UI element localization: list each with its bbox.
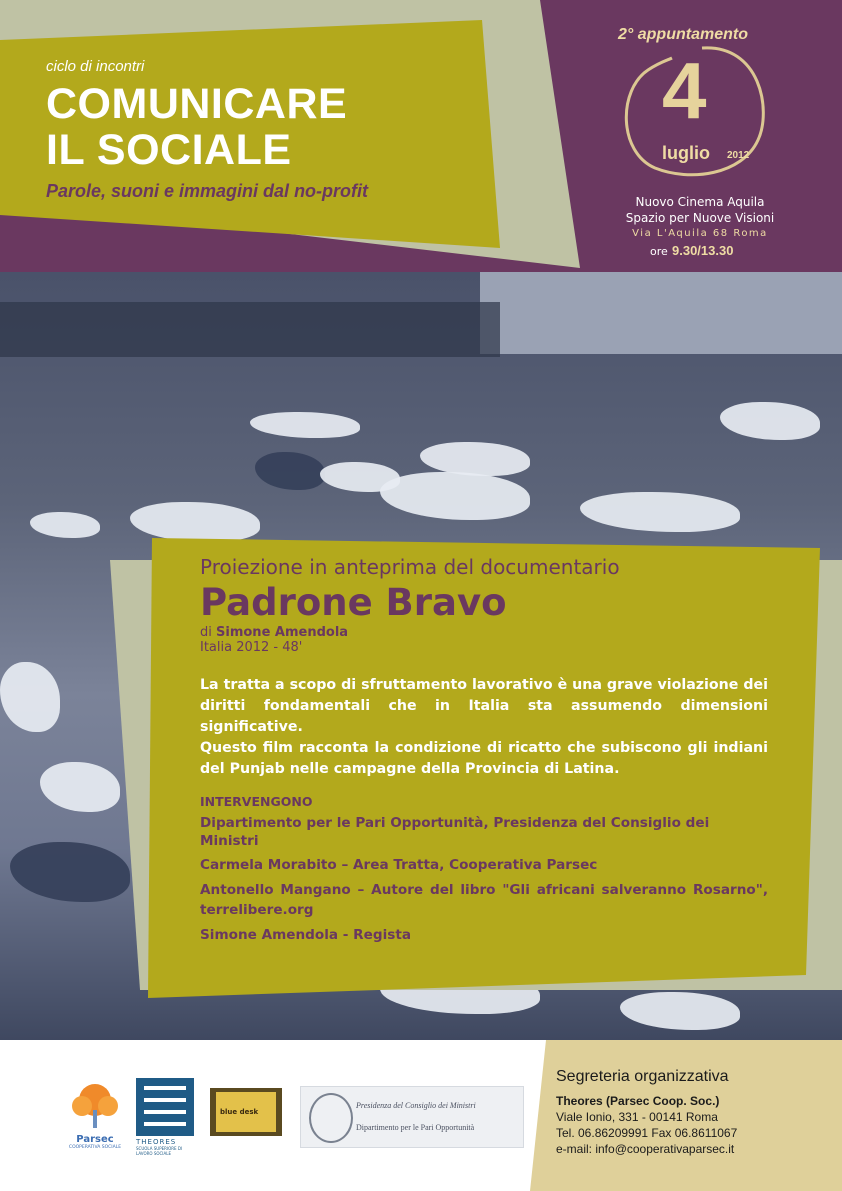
title-line-2: IL SOCIALE bbox=[46, 126, 292, 174]
date-year: 2012 bbox=[727, 150, 750, 161]
title-line-1: COMUNICARE bbox=[46, 80, 348, 128]
card-intro: Proiezione in anteprima del documentario bbox=[200, 555, 620, 579]
theores-name: THEORES bbox=[136, 1138, 177, 1146]
gov-line-1: Presidenza del Consiglio dei Ministri bbox=[356, 1101, 476, 1110]
photo-shadow bbox=[0, 302, 500, 357]
subtitle: Parole, suoni e immagini dal no-profit bbox=[46, 181, 369, 201]
parsec-tree-icon bbox=[60, 1080, 130, 1130]
contact-org: Theores bbox=[556, 1094, 603, 1108]
speakers-heading: INTERVENGONO bbox=[200, 794, 313, 809]
parsec-name: Parsec bbox=[76, 1134, 114, 1145]
director-prefix: di bbox=[200, 625, 212, 640]
gov-logo bbox=[300, 1086, 524, 1148]
speaker-item: Carmela Morabito – Area Tratta, Cooperativa Parsec bbox=[200, 857, 598, 873]
film-title: Padrone Bravo bbox=[200, 581, 507, 624]
speaker-item: Antonello Mangano – Autore del libro "Gli africani salveranno Rosarno", terrelibere.org bbox=[200, 882, 768, 918]
speaker-item: Simone Amendola - Regista bbox=[200, 927, 412, 943]
theores-mark-icon bbox=[136, 1078, 194, 1136]
gov-line-2: Dipartimento per le Pari Opportunità bbox=[356, 1123, 475, 1132]
speaker-item: Dipartimento per le Pari Opportunità, Presidenza del Consiglio dei Ministri bbox=[200, 815, 710, 849]
bluedesk-logo bbox=[210, 1088, 282, 1136]
cloth bbox=[250, 412, 360, 438]
cloth bbox=[420, 442, 530, 476]
bluedesk-name: blue desk bbox=[220, 1108, 259, 1116]
event-card bbox=[200, 555, 768, 944]
venue-tagline: Spazio per Nuove Visioni bbox=[625, 211, 775, 225]
date-day: 4 bbox=[662, 46, 707, 135]
film-info: Italia 2012 - 48' bbox=[200, 640, 303, 655]
director-name: Simone Amendola bbox=[216, 625, 349, 640]
parsec-subtitle: COOPERATIVA SOCIALE bbox=[68, 1145, 122, 1150]
contact-email: e-mail: info@cooperativaparsec.it bbox=[556, 1142, 735, 1156]
theores-subtitle: SCUOLA SUPERIORE DI LAVORO SOCIALE bbox=[136, 1146, 183, 1156]
film-description: La tratta a scopo di sfruttamento lavorativo è una grave violazione dei diritti fondamentali che in Italia sta assumendo dimensioni significative. bbox=[200, 677, 768, 735]
venue-address: Via L'Aquila 68 Roma bbox=[632, 228, 768, 239]
cloth bbox=[380, 472, 530, 520]
contact-heading: Segreteria organizzativa bbox=[556, 1068, 729, 1085]
cloth bbox=[255, 452, 325, 490]
theores-logo bbox=[136, 1078, 198, 1168]
appointment-label: 2° appuntamento bbox=[618, 26, 748, 43]
contact-org-paren: (Parsec Coop. Soc.) bbox=[606, 1094, 720, 1108]
date-month: luglio bbox=[662, 143, 710, 163]
series-label: ciclo di incontri bbox=[46, 58, 145, 75]
cloth bbox=[720, 402, 820, 440]
event-time: 9.30/13.30 bbox=[672, 243, 734, 258]
contact-address: Viale Ionio, 331 - 00141 Roma bbox=[556, 1110, 718, 1124]
photo-wall bbox=[480, 272, 842, 354]
emblem-icon bbox=[309, 1093, 353, 1143]
film-description-2: Questo film racconta la condizione di ricatto che subiscono gli indiani del Punjab nelle campagne della Provincia di Latina. bbox=[200, 740, 768, 777]
contact-phones: Tel. 06.86209991 Fax 06.8611067 bbox=[556, 1126, 738, 1140]
venue-name: Nuovo Cinema Aquila bbox=[635, 195, 765, 209]
time-prefix: ore bbox=[650, 245, 668, 258]
parsec-logo bbox=[60, 1080, 130, 1160]
